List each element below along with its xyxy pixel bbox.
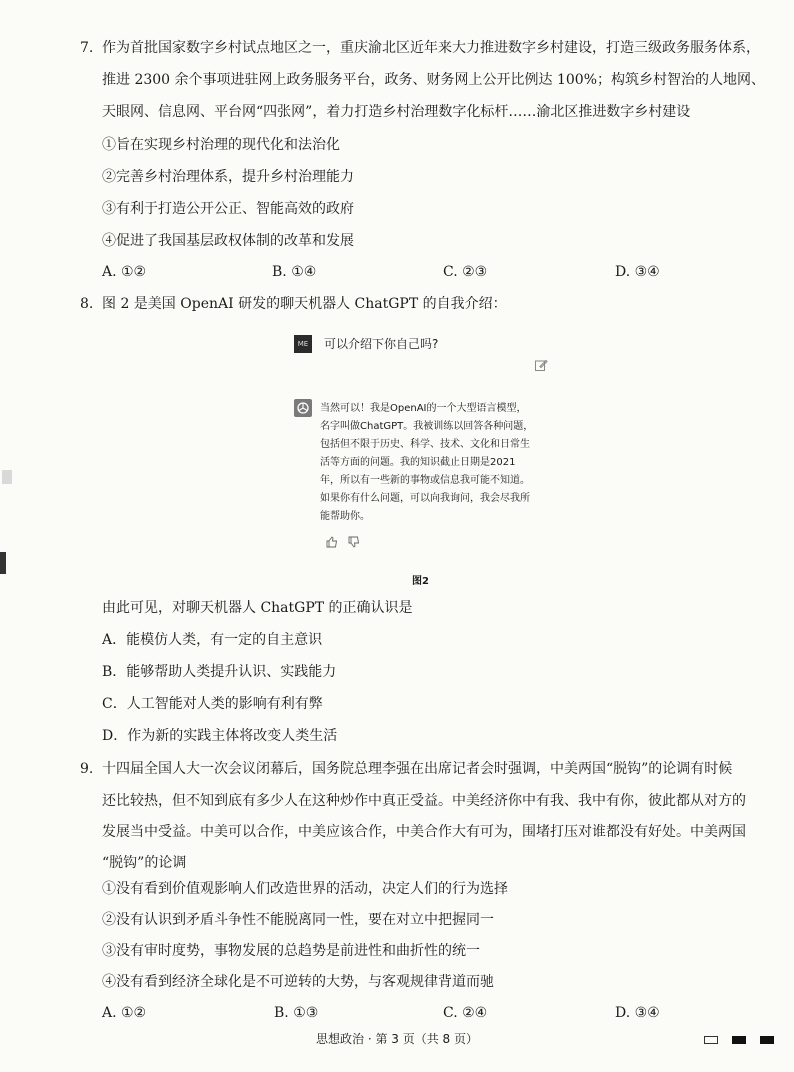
chat-answer-line: 年，所以有一些新的事物或信息我可能不知道。 [320, 475, 530, 486]
q7-stem-line: 作为首批国家数字乡村试点地区之一，重庆渝北区近年来大力推进数字乡村建设，打造三级政务服务体系， [102, 40, 760, 56]
chat-question: 可以介绍下你自己吗? [324, 337, 439, 351]
q9-number: 9. [80, 761, 94, 777]
q7-item: ③有利于打造公开公正、智能高效的政府 [102, 201, 354, 217]
q8-option-b[interactable]: B．能够帮助人类提升认识、实践能力 [102, 664, 337, 680]
q9-option-d[interactable]: D. ③④ [615, 1005, 660, 1021]
chat-answer-line: 能帮助你。 [320, 511, 370, 522]
q8-question: 由此可见，对聊天机器人 ChatGPT 的正确认识是 [102, 600, 413, 616]
q7-stem-line: 推进 2300 余个事项进驻网上政务服务平台，政务、财务网上公开比例达 100%；构筑乡村智治的人地网、 [102, 72, 766, 88]
figure-caption: 图2 [412, 576, 429, 587]
q7-stem-line: 天眼网、信息网、平台网“四张网”，着力打造乡村治理数字化标杆……渝北区推进数字乡村建设 [102, 104, 691, 120]
footer-mark-outline [704, 1036, 718, 1044]
q8-option-c[interactable]: C．人工智能对人类的影响有利有弊 [102, 696, 323, 712]
q9-stem-line: 还比较热，但不知到底有多少人在这种炒作中真正受益。中美经济你中有我、我中有你，彼此都从对方的 [102, 793, 746, 809]
scan-artifact [2, 470, 12, 484]
q7-item: ②完善乡村治理体系，提升乡村治理能力 [102, 169, 354, 185]
q7-option-a[interactable]: A. ①② [102, 264, 147, 280]
chat-answer-line: 如果你有什么问题，可以向我询问，我会尽我所 [320, 493, 530, 504]
q8-stem: 图 2 是美国 OpenAI 研发的聊天机器人 ChatGPT 的自我介绍： [102, 296, 507, 312]
q9-item: ①没有看到价值观影响人们改造世界的活动，决定人们的行为选择 [102, 881, 508, 897]
q7-option-d[interactable]: D. ③④ [615, 264, 660, 280]
q7-item: ①旨在实现乡村治理的现代化和法治化 [102, 137, 340, 153]
q9-item: ②没有认识到矛盾斗争性不能脱离同一性，要在对立中把握同一 [102, 912, 494, 928]
q8-option-a[interactable]: A．能模仿人类，有一定的自主意识 [102, 632, 323, 648]
q7-item: ④促进了我国基层政权体制的改革和发展 [102, 233, 354, 249]
q9-stem-line: 十四届全国人大一次会议闭幕后，国务院总理李强在出席记者会时强调，中美两国“脱钩”的论调有时候 [102, 761, 733, 777]
thumbs-up-icon [326, 536, 338, 548]
page-footer: 思想政治 · 第 3 页（共 8 页） [316, 1032, 478, 1046]
scan-artifact [0, 552, 6, 574]
footer-mark-filled [732, 1036, 746, 1044]
footer-mark-filled [760, 1036, 774, 1044]
chat-answer [320, 400, 560, 526]
user-avatar: ME [294, 335, 312, 353]
edit-icon [534, 358, 548, 372]
chat-answer-line: 当然可以！我是OpenAI的一个大型语言模型， [320, 403, 527, 414]
thumbs-down-icon [348, 536, 360, 548]
q8-number: 8. [80, 296, 94, 312]
q9-stem-line: “脱钩”的论调 [102, 855, 187, 871]
chat-answer-line: 包括但不限于历史、科学、技术、文化和日常生 [320, 439, 530, 450]
q7-option-c[interactable]: C. ②③ [443, 264, 488, 280]
chatgpt-logo-icon [294, 399, 312, 417]
q9-option-a[interactable]: A. ①② [102, 1005, 147, 1021]
q9-item: ③没有审时度势，事物发展的总趋势是前进性和曲折性的统一 [102, 943, 480, 959]
chat-answer-line: 活等方面的问题。我的知识截止日期是2021 [320, 457, 516, 468]
q9-option-c[interactable]: C. ②④ [443, 1005, 488, 1021]
chat-answer-line: 名字叫做ChatGPT。我被训练以回答各种问题， [320, 421, 534, 432]
q7-number: 7. [80, 40, 94, 56]
q7-option-b[interactable]: B. ①④ [272, 264, 317, 280]
q8-option-d[interactable]: D．作为新的实践主体将改变人类生活 [102, 728, 338, 744]
q9-option-b[interactable]: B. ①③ [274, 1005, 319, 1021]
q9-item: ④没有看到经济全球化是不可逆转的大势，与客观规律背道而驰 [102, 974, 494, 990]
q9-stem-line: 发展当中受益。中美可以合作，中美应该合作，中美合作大有可为，围堵打压对谁都没有好处。中美两国 [102, 824, 746, 840]
